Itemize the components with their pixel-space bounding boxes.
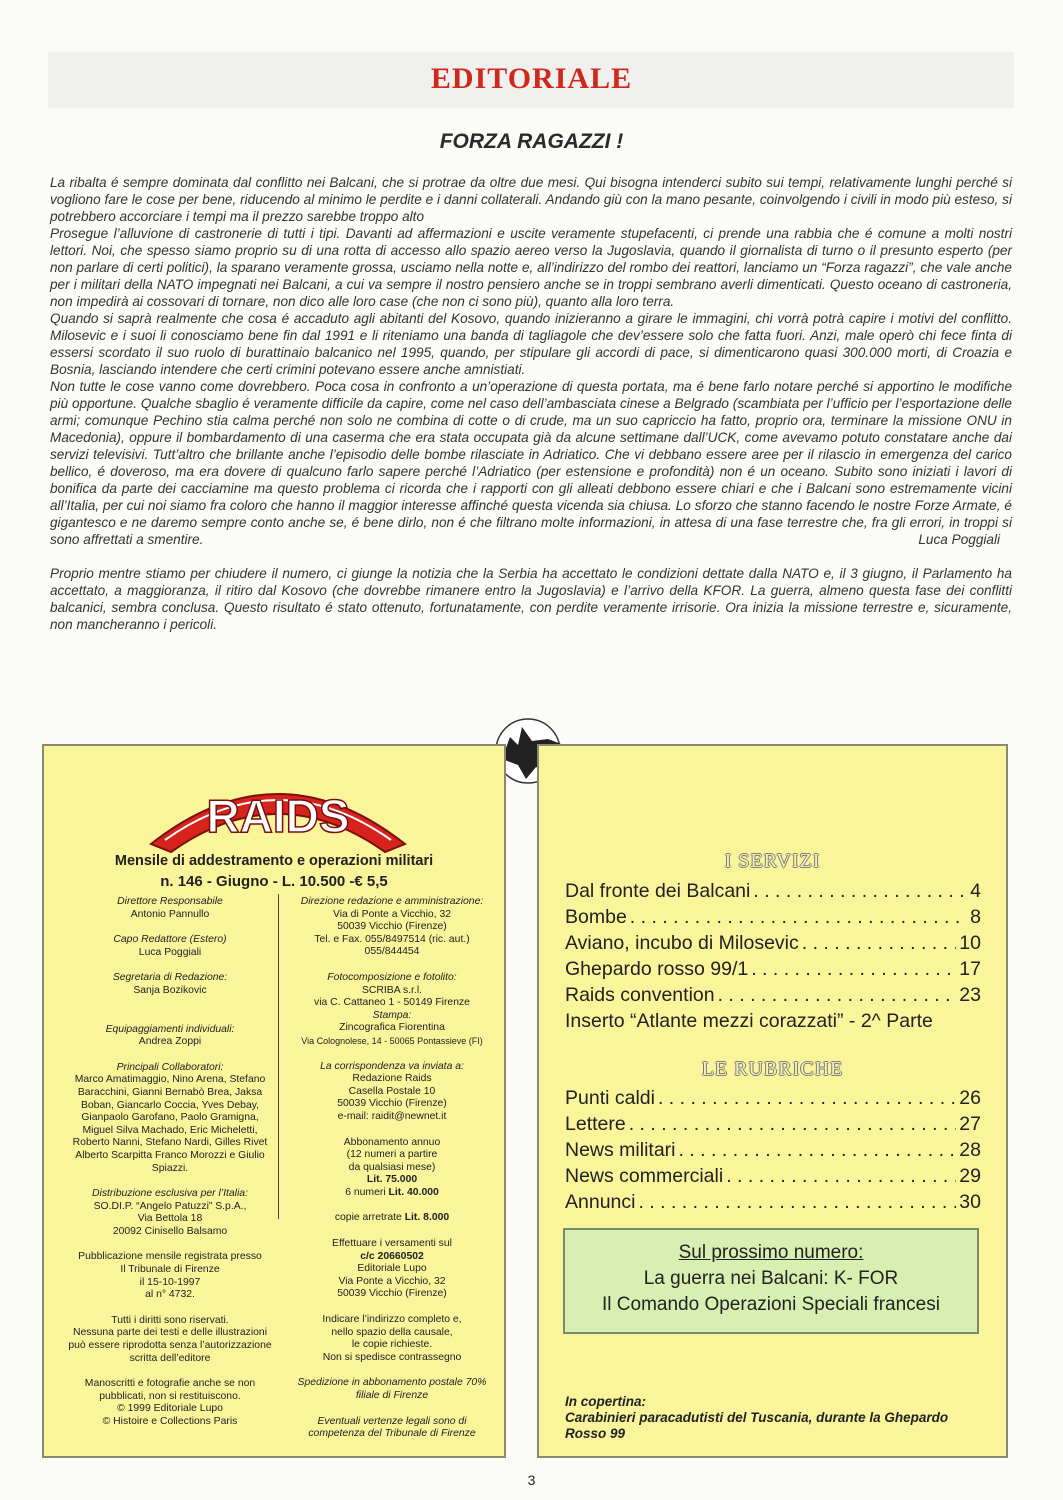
toc-title: Annunci xyxy=(565,1191,636,1213)
cover-label: In copertina: xyxy=(565,1394,647,1409)
info-value: Via Colognolese, 14 - 50065 Pontassieve (FI) xyxy=(301,1035,483,1046)
toc-leader xyxy=(802,932,957,955)
info-value: via C. Cattaneo 1 - 50149 Firenze xyxy=(314,997,470,1009)
info-value: Effettuare i versamenti sul xyxy=(332,1238,452,1250)
toc-inserto[interactable] xyxy=(565,1010,981,1036)
toc-leader xyxy=(629,1113,957,1136)
info-value: Spedizione in abbonamento postale 70% xyxy=(297,1377,487,1389)
staff-value: SO.DI.P. “Angelo Patuzzi” S.p.A., xyxy=(93,1200,247,1212)
staff-value: Sanja Bozikovic xyxy=(133,984,207,996)
staff-value: Il Tribunale di Firenze xyxy=(120,1264,220,1276)
staff-label: Principali Collaboratori: xyxy=(116,1061,224,1073)
info-value: competenza del Tribunale di Firenze xyxy=(308,1428,476,1440)
page-number: 3 xyxy=(527,1472,536,1488)
raids-logo-text: RAIDS xyxy=(206,790,350,842)
toc-page: 29 xyxy=(959,1165,981,1187)
info-value: 055/844454 xyxy=(364,946,420,958)
toc-page: 27 xyxy=(959,1113,981,1135)
info-value: le copie richieste. xyxy=(351,1339,433,1351)
info-value: nello spazio della causale, xyxy=(331,1326,453,1338)
staff-block xyxy=(66,1024,274,1049)
info-value: da qualsiasi mese) xyxy=(348,1161,436,1173)
info-value: Via Ponte a Vicchio, 32 xyxy=(338,1275,446,1287)
toc-entry[interactable] xyxy=(565,932,981,958)
next-issue-heading: Sul prossimo numero: xyxy=(678,1242,864,1263)
toc-title: News commerciali xyxy=(565,1165,724,1187)
info-label: Stampa: xyxy=(372,1009,412,1021)
article-paragraph: La ribalta é sempre dominata dal conflitto nei Balcani, che si protrae da oltre due mesi. Qui bisogna intenderci subito sui tempi, relativamente lunghi perché si vogliono fare le cose per bene, riducendo al minimo le perdite e i danni collaterali. Andando giù con la mano pesante, coinvolgendo i civili in modo più esteso, si potrebbero accorciare i tempi ma il prezzo sarebbe troppo alto xyxy=(50,175,1012,224)
info-price: Lit. 40.000 xyxy=(388,1186,439,1198)
info-value: SCRIBA s.r.l. xyxy=(361,984,423,996)
editorial-info-column xyxy=(292,896,492,1454)
toc-entry[interactable] xyxy=(565,906,981,932)
toc-leader xyxy=(751,958,956,981)
toc-title: News militari xyxy=(565,1139,676,1161)
staff-value: Manoscritti e fotografie anche se non pubblicati, non si restituiscono. xyxy=(84,1378,256,1402)
article-paragraph: Proprio mentre stiamo per chiudere il numero, ci giunge la notizia che la Serbia ha accettato le condizioni dettate dalla NATO e, il 3 giugno, il Parlamento ha accettato, a maggioranza, il ritiro dal Kosovo (che dovrebbe rimanere entro la Jugoslavia) e l’arrivo della KFOR. La guerra, almeno questa fase dei conflitti balcanici, sembra conclusa. Questo risultato é stato ottenuto, fortunatamente, con perdite veramente irrisorie. Ora inizia la missione terrestre e, sicuramente, non mancheranno i pericoli. xyxy=(50,566,1012,632)
article-paragraph-text: Non tutte le cose vanno come dovrebbero. Poca cosa in confronto a un’operazione di questa portata, ma é bene farlo notare perché si apportino le modifiche più opportune. Qualche sbaglio é veramente difficile da capire, come nel caso dell’ambasciata cinese a Belgrado (scambiata per l’ufficio per l’esportazione delle armi; comunque Pechino stia calma perché non solo ne combina di cotte o di crude, ma un suo capriccio ha fatto, proprio ora, terminare la missione ONU in Macedonia), oppure il bombardamento di una caserma che era stata occupata già da alcune settimane dall’UCK, come avevamo potuto constatare anche dai servizi televisivi. Tutt’altro che brillante anche l’episodio delle bombe rilasciate in Adriatico. Che vi debbano essere aree per il rilascio in emergenza del carico bellico, é doveroso, ma era dovere di qualcuno farlo sapere perché l’Adriatico (per estensione e profondità) non é un oceano. Subito sono iniziati i lavori di bonifica da parte dei cacciamine ma questo problema ci ricorda che i rapporti con gli alleati debbono essere chiari e che i Balcani sono estremamente vicini all’Italia, per cui noi siamo fra coloro che hanno il maggior interesse affinché questa vicenda sia chiusa. Lo sforzo che stanno facendo le nostre Forze Armate, é gigantesco e ne daremo sempre conto anche se, é bene dirlo, non é che filtrano molte informazioni, in attesa di una fase terrestre che, fra gli errori, in troppi si sono affrettati a smentire. xyxy=(50,379,1012,547)
article-paragraph: Prosegue l’alluvione di castronerie di tutti i tipi. Davanti ad affermazioni e uscite veramente stupefacenti, ci prende una rabbia che é comune a molti nostri lettori. Noi, che spesso siamo proprio su di una rotta di accesso allo spazio aereo verso la Jugoslavia, quando il giornalista di turno o il presunto esperto (per non parlare di certi politici), la sparano veramente grossa, usciamo nella notte e, all’indirizzo del rombo dei reattori, lanciamo un “Forza ragazzi”, che vale anche per i militari della NATO impegnati nei Balcani, a cui va sempre il nostro pensiero anche se in troppi sembrano averli dimenticati. Questo oceano di castroneria, non impedirà ai cossovari di tornare, non dico alle loro case (che non ci sono più), quanto alla loro terra. xyxy=(50,226,1012,309)
staff-block xyxy=(66,934,274,959)
raids-logo xyxy=(147,760,409,855)
toc-page: 26 xyxy=(959,1087,981,1109)
info-value: Non si spedisce contrassegno xyxy=(322,1351,462,1363)
staff-label: Segretaria di Redazione: xyxy=(112,972,228,984)
toc-page: 23 xyxy=(959,984,981,1006)
info-value: 50039 Vicchio (Firenze) xyxy=(337,921,447,933)
info-value: Casella Postale 10 xyxy=(348,1085,436,1097)
staff-value: al n° 4732. xyxy=(145,1289,195,1301)
toc-title: Punti caldi xyxy=(565,1087,655,1109)
toc-title: Aviano, incubo di Milosevic xyxy=(565,932,799,954)
rubriche-list xyxy=(565,1087,981,1217)
staff-value: Luca Poggiali xyxy=(138,946,202,958)
servizi-heading: I SERVIZI xyxy=(724,850,821,872)
info-label: La corrispondenza va inviata a: xyxy=(320,1060,464,1072)
toc-leader xyxy=(718,984,957,1007)
staff-value: Via Bettola 18 xyxy=(137,1213,203,1225)
toc-title: Dal fronte dei Balcani xyxy=(565,880,751,902)
toc-page: 17 xyxy=(959,958,981,980)
staff-block xyxy=(66,896,274,921)
staff-value: Antonio Pannullo xyxy=(130,908,210,920)
info-value: Tel. e Fax. 055/8497514 (ric. aut.) xyxy=(314,933,470,945)
info-price: Lit. 8.000 xyxy=(404,1212,450,1224)
staff-block xyxy=(66,1251,274,1301)
staff-label: Distribuzione esclusiva per l’Italia: xyxy=(92,1188,248,1200)
toc-entry[interactable] xyxy=(565,880,981,906)
staff-value: il 15-10-1997 xyxy=(139,1276,201,1288)
toc-leader xyxy=(638,1191,956,1214)
info-value: (12 numeri a partire xyxy=(346,1149,438,1161)
staff-value: Tutti i diritti sono riservati. xyxy=(111,1314,229,1326)
info-value: copie arretrate xyxy=(334,1212,402,1224)
info-value: 6 numeri xyxy=(345,1186,386,1198)
staff-value: Nessuna parte dei testi e delle illustrazioni può essere riprodotta senza l’autorizzazione scritta dell’editore xyxy=(68,1327,272,1364)
info-value: Indicare l’indirizzo completo e, xyxy=(322,1314,462,1326)
cover-caption: Carabinieri paracadutisti del Tuscania, durante la Ghepardo Rosso 99 xyxy=(565,1410,949,1441)
staff-block xyxy=(66,1315,274,1365)
info-value: Redazione Raids xyxy=(352,1073,432,1085)
toc-entry[interactable] xyxy=(565,1087,981,1113)
info-value: Abbonamento annuo xyxy=(343,1136,441,1148)
toc-title: Bombe xyxy=(565,906,627,928)
info-value: Editoriale Lupo xyxy=(357,1263,427,1275)
info-block xyxy=(292,972,492,1048)
column-divider xyxy=(278,894,279,1219)
info-block xyxy=(292,1238,492,1301)
toc-leader xyxy=(726,1165,956,1188)
staff-label: Capo Redattore (Estero) xyxy=(113,934,227,946)
toc-entry[interactable] xyxy=(565,958,981,984)
staff-column xyxy=(66,896,274,1442)
toc-entry[interactable] xyxy=(565,984,981,1010)
article-paragraph: Quando si saprà realmente che cosa é accaduto agli abitanti del Kosovo, quando inizieranno a girare le immagini, chi vorrà potrà capire i motivi del conflitto. Milosevic e i suoi li conosciamo bene fin dal 1991 e li riteniamo una banda di tagliagole che dev’essere solo che fatta fuori. Anzi, male operò chi fece finta di essersi scordato il suo ruolo di burattinaio balcanico nel 1995, quando, per stipulare gli accordi di pace, si dimenticarono quasi 300.000 morti, di Croazia e Bosnia, lasciando intendere che certi crimini potevano essere anche amnistiati. xyxy=(50,311,1012,377)
info-value: Eventuali vertenze legali sono di xyxy=(317,1415,467,1427)
staff-block xyxy=(66,1378,274,1428)
next-issue-box xyxy=(563,1228,979,1334)
staff-value: © 1999 Editoriale Lupo xyxy=(117,1403,223,1415)
servizi-list xyxy=(565,880,981,1036)
staff-block xyxy=(66,972,274,997)
staff-value: © Histoire e Collections Paris xyxy=(102,1416,238,1427)
staff-label: Direttore Responsabile xyxy=(117,896,223,907)
info-value: Via di Ponte a Vicchio, 32 xyxy=(332,908,452,920)
contents-box xyxy=(537,744,1008,1458)
staff-block xyxy=(66,1062,274,1175)
toc-page: 10 xyxy=(959,932,981,954)
info-label: Direzione redazione e amministrazione: xyxy=(300,896,484,907)
toc-entry[interactable] xyxy=(565,1113,981,1139)
info-block xyxy=(292,896,492,959)
info-block xyxy=(292,1137,492,1200)
toc-title: Ghepardo rosso 99/1 xyxy=(565,958,749,980)
info-value: filiale di Firenze xyxy=(355,1390,429,1401)
toc-title: Raids convention xyxy=(565,984,715,1006)
toc-leader xyxy=(679,1139,957,1162)
next-issue-line: La guerra nei Balcani: K- FOR xyxy=(643,1268,899,1289)
info-account: c/c 20660502 xyxy=(360,1250,424,1262)
info-value: e-mail: raidit@newnet.it xyxy=(337,1110,447,1122)
toc-title: Lettere xyxy=(565,1113,626,1135)
toc-leader xyxy=(753,880,967,903)
toc-page: 30 xyxy=(959,1191,981,1213)
info-label: Fotocomposizione e fotolito: xyxy=(327,971,457,983)
staff-value: Andrea Zoppi xyxy=(138,1036,202,1048)
staff-label: Equipaggiamenti individuali: xyxy=(105,1023,235,1035)
next-issue-line: Il Comando Operazioni Speciali francesi xyxy=(602,1294,940,1315)
toc-leader xyxy=(658,1087,956,1110)
info-block xyxy=(292,1212,492,1225)
toc-leader xyxy=(630,906,967,929)
staff-value: Pubblicazione mensile registrata presso xyxy=(78,1251,262,1263)
toc-page: 28 xyxy=(959,1139,981,1161)
page-title: EDITORIALE xyxy=(430,62,633,95)
article-signature: Luca Poggiali xyxy=(918,532,1000,547)
info-block xyxy=(292,1377,492,1402)
toc-entry[interactable] xyxy=(565,1191,981,1217)
issue-line: n. 146 - Giugno - L. 10.500 -€ 5,5 xyxy=(160,873,388,890)
toc-page: 4 xyxy=(970,880,981,902)
toc-entry[interactable] xyxy=(565,1165,981,1191)
info-value: Zincografica Fiorentina xyxy=(339,1022,445,1034)
info-value: 50039 Vicchio (Firenze) xyxy=(337,1098,447,1110)
masthead-box xyxy=(42,744,506,1458)
staff-block xyxy=(66,1188,274,1238)
info-block xyxy=(292,1061,492,1124)
staff-value: 20092 Cinisello Balsamo xyxy=(112,1225,228,1237)
staff-value: Marco Amatimaggio, Nino Arena, Stefano Baracchini, Gianni Bernabò Brea, Jaksa Boban, Giancarlo Coccia, Yves Debay, Gianpaolo Garofano, Paolo Gramigna, Miguel Silva Machado, Eric Micheletti, Roberto Nanni, Stefano Nardi, Gilles Rivet Alberto Scarpitta Franco Morozzi e Giulio Spiazzi. xyxy=(72,1074,268,1174)
magazine-subtitle: Mensile di addestramento e operazioni militari xyxy=(114,853,434,869)
info-value: 50039 Vicchio (Firenze) xyxy=(337,1288,447,1300)
info-block xyxy=(292,1416,492,1441)
article-body xyxy=(50,174,1012,633)
info-price: Lit. 75.000 xyxy=(366,1174,418,1186)
info-block xyxy=(292,1314,492,1364)
toc-entry[interactable] xyxy=(565,1139,981,1165)
rubriche-heading: LE RUBRICHE xyxy=(701,1058,844,1080)
article-title: FORZA RAGAZZI ! xyxy=(439,130,624,153)
toc-page: 8 xyxy=(970,906,981,928)
toc-title: Inserto “Atlante mezzi corazzati” - 2^ Parte xyxy=(565,1010,933,1032)
article-paragraph xyxy=(50,378,1012,548)
